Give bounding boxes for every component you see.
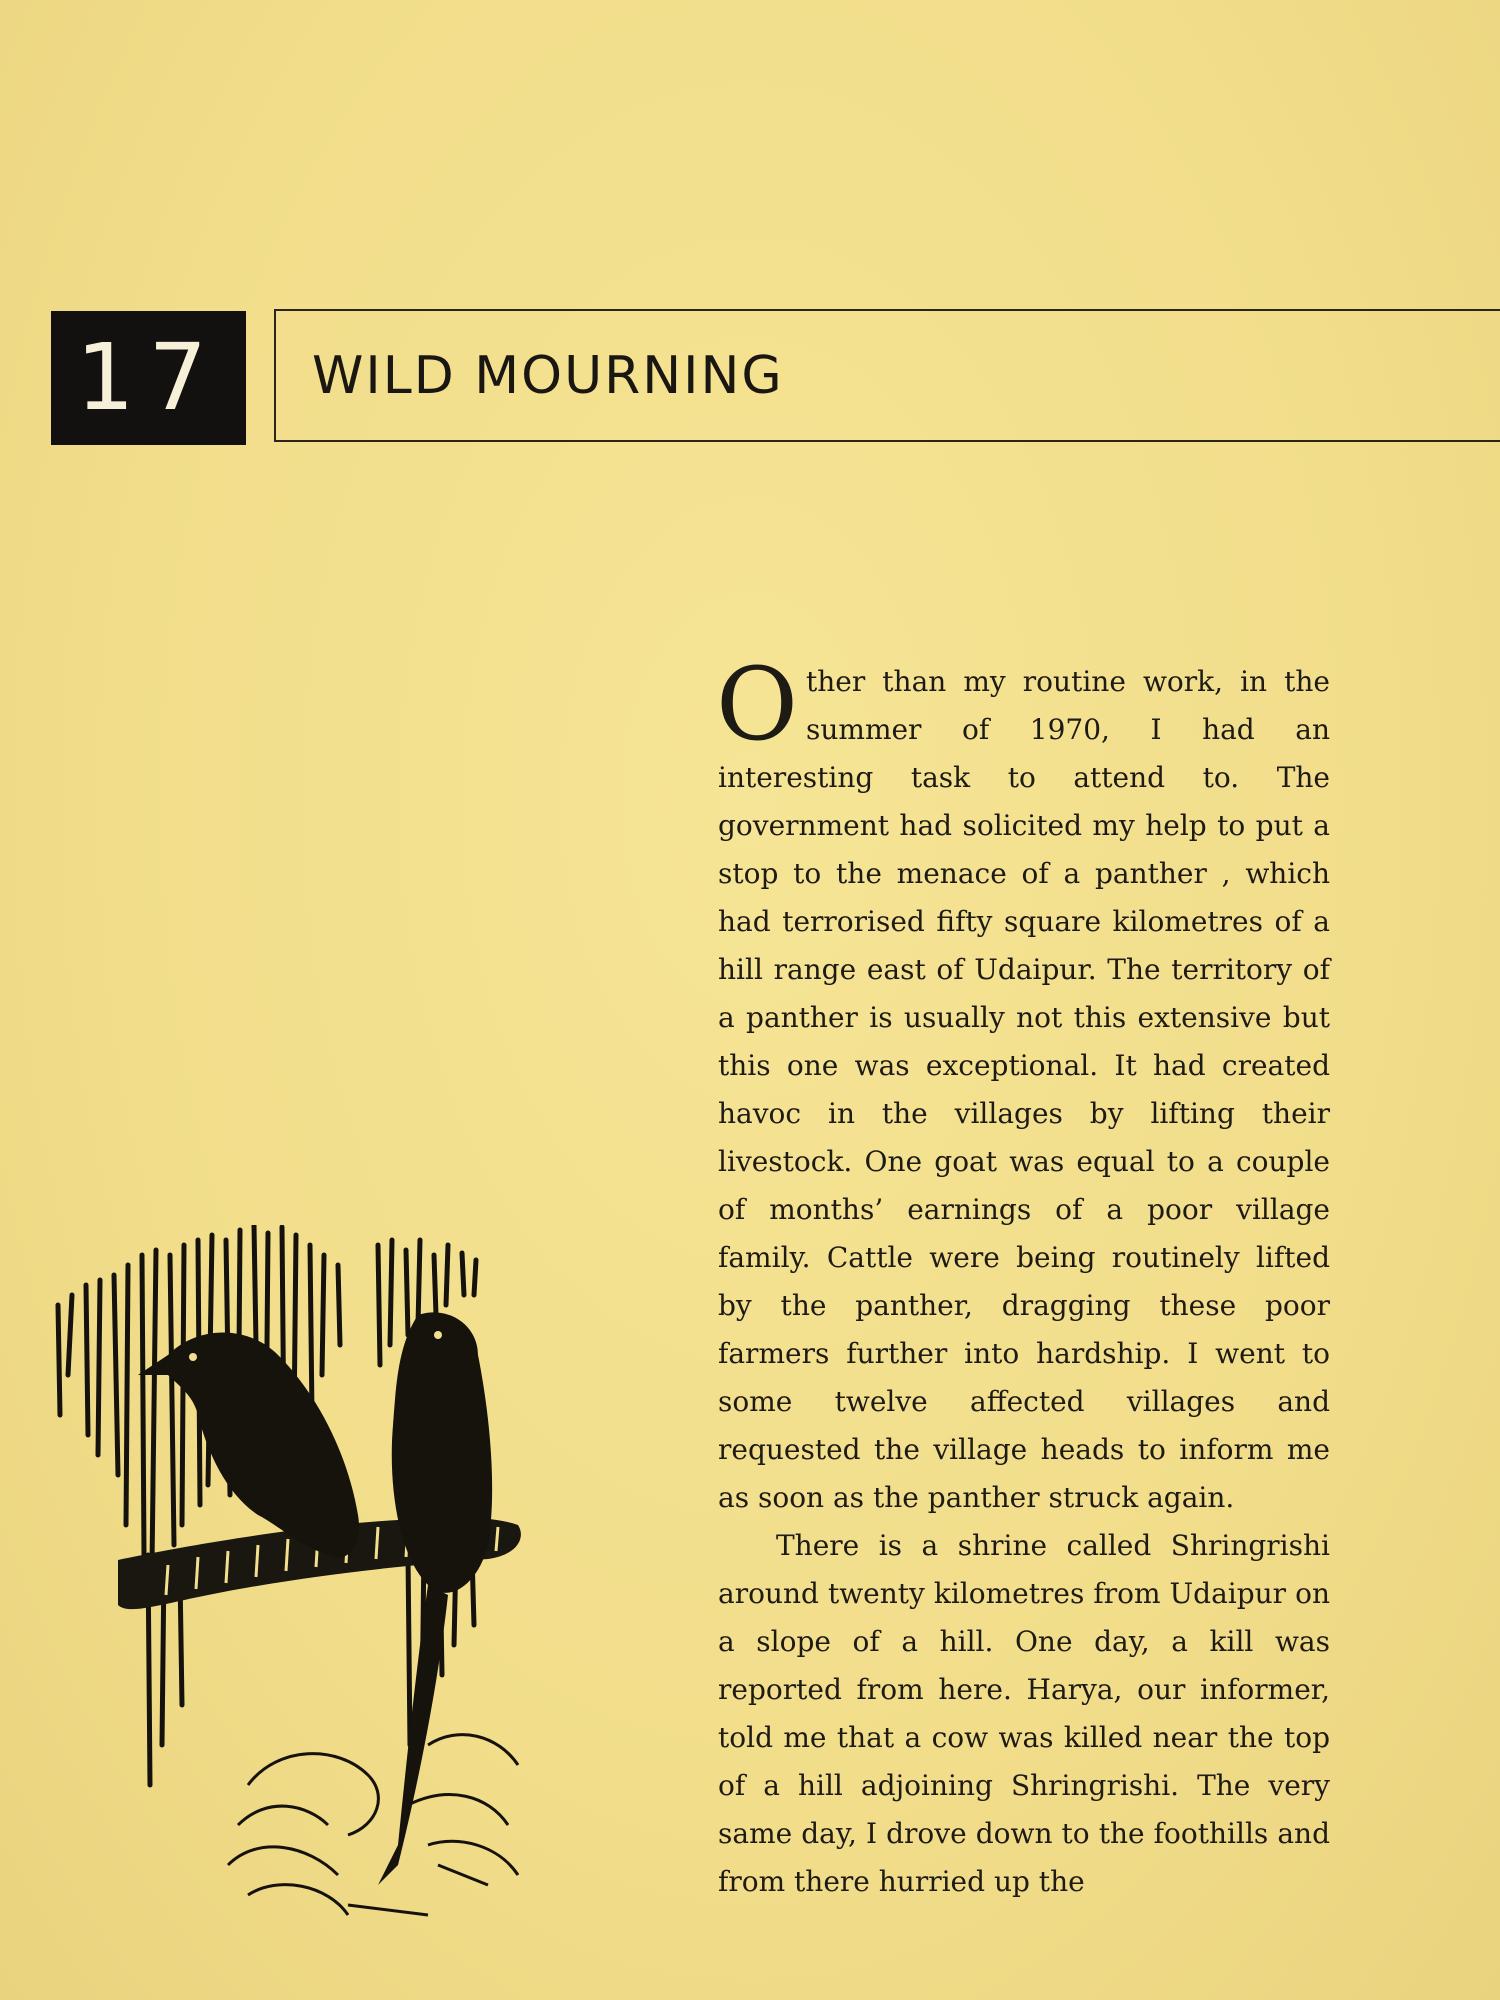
drop-cap: O	[716, 646, 798, 763]
paragraph-2: There is a shrine called Shringrishi around twenty kilometres from Udaipur on a slope of a hill. One day, a kill was reported from here. Harya, our informer, told me that a cow was killed near the top of a hill adjoining Shringrishi. The very same day, I drove down to the foothills and from there hurried up the	[718, 1529, 1330, 1898]
right-bird-eye	[434, 1331, 442, 1339]
paragraph-1-text: ther than my routine work, in the summer of 1970, I had an interesting task to attend to. The government had solicited my help to put a stop to the menace of a panther , which had terrorised fifty square kilometres of a hill range east of Udaipur. The territory of a panther is usually not this extensive but this one was exceptional. It had created havoc in the villages by lifting their livestock. One goat was equal to a couple of months’ earnings of a poor village family. Cattle were being routinely lifted by the panther, dragging these poor farmers further into hardship. I went to some twelve affected villages and requested the village heads to inform me as soon as the panther struck again.	[718, 665, 1330, 1514]
left-bird-eye	[189, 1353, 197, 1361]
chapter-number: 17	[75, 324, 222, 431]
foliage	[228, 1735, 518, 1915]
body-text	[716, 646, 1330, 1906]
chapter-title: WILD MOURNING	[312, 345, 784, 406]
two-birds-illustration	[48, 1225, 568, 1925]
chapter-title-box	[274, 309, 1500, 442]
chapter-number-box	[51, 311, 246, 445]
paragraph-1	[716, 646, 1330, 1522]
